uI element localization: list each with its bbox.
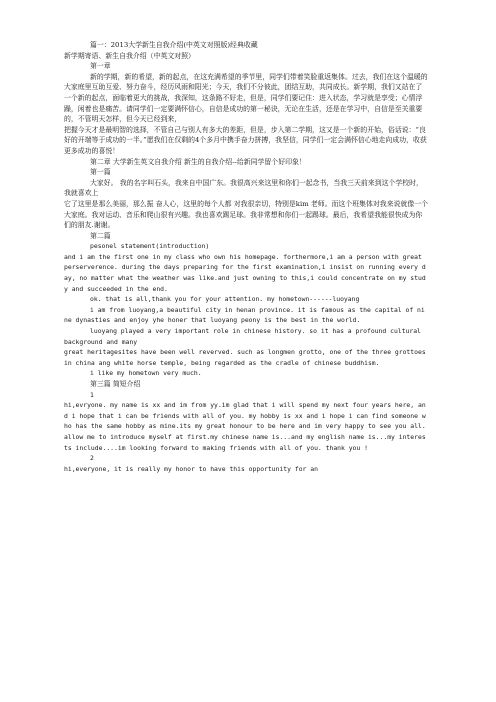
paragraph-1: 新的学期，新的希望，新的起点，在这充满希望的季节里，同学们带着笑脸重返集体。过去，我们在这个温暖的大家庭里互助互爱、努力奋斗，经历风雨和阳光；今天，我们不分彼此，团结互助，共同成长。新学期，我们又站在了一个新的起点，面临着更大的挑战，我深知，这条路不好走，但是，同学们要记住：进入状态，学习就是享受；心情浮躁，闲着也是痛苦。请同学们一定要满怀信心，自信是成功的第一秘诀，无论在生活，还是在学习中，自信是至关重要的，不管明天怎样，但今天已经到来， (64, 72, 428, 124)
english-title: pesonel statement(introduction) (90, 242, 210, 251)
chapter-1-heading: 第一章 (90, 62, 111, 71)
paragraph-2: 把握今天才是最明智的选择，不管自己与别人有多大的差距，但是，步入第二学期，这又是一个新的开始，俗话说：“良好的开端等于成功的一半。”愿我们在仅剩的4个多月中携手奋力拼搏，我坚信，同学们一定会满怀信心地走向成功，收获更多成功的喜悦！ (64, 125, 427, 155)
english-paragraph-2: ok. that is all,thank you for your attention. my hometown------luoyang (90, 295, 360, 304)
document-page (64, 40, 428, 474)
item-number-1: 1 (90, 390, 94, 399)
english-paragraph-4: luoyang played a very important role in chinese history. so it has a profound cultural background and many (64, 327, 421, 346)
english-paragraph-6: i like my hometown very much. (90, 369, 202, 378)
item-number-2: 2 (90, 454, 94, 463)
paragraph-4: 它了这里是那么美丽，那么振 奋人心，这里的每个人都 对我很亲切，特别是kim 老师。而这个班集体对我来说就像一个大家庭。我对运动、音乐和爬山很有兴趣。我也喜欢踢足球。我非常想和你们一起踢球。最后，我希望我能很快成为你们的朋友.谢谢。 (64, 199, 429, 230)
doc-title: 篇一：2013大学新生自我介绍(中英文对照版)经典收藏 (90, 41, 258, 49)
english-paragraph-3: i am from luoyang,a beautiful city in henan province. it is famous as the capital of nine dynasties and enjoy yhe honer that luoyang peony is the best in the world. (64, 305, 425, 325)
doc-subtitle: 新学期寄语、新生自我介绍（中英文对照） (64, 51, 195, 60)
english-paragraph-7: hi,evryone. my name is xx and im from yy.im glad that i will spend my next four years here, and i hope that i can be friends with all of you. my hobby is xx and i hope i can find someone who has the same hobby as mine.its my great honour to be here and im very happy to see you all.allow me to introduce myself at first.my chinese name is...and my english name is...my interests include....im looking forward to making friends with all of you. thank you ! (64, 401, 426, 452)
section-3-heading: 第三篇 简短介绍 (90, 380, 141, 388)
section-2-heading: 第二篇 (90, 231, 111, 240)
paragraph-3: 大家好。 我的名字叫石头，我来自中国广东。我很高兴来这里和你们一起念书，当我三天前来到这个学校时，我就喜欢上 (64, 178, 423, 198)
section-1-heading: 第一篇 (90, 168, 111, 177)
english-paragraph-1: and i am the first one in my class who own his homepage. forthermore,i am a person with great perserverence. during the days preparing for the first examination,i insist on running every day, no matter what the weather was like.and just owning to this,i could concentrate on my study and succeeded in the end. (64, 252, 426, 293)
english-paragraph-5: great heritagesites have been well reverved. such as longmen grotto, one of the three grottoes in china ang white horse temple, being regarded as the cradle of chinese buddhism. (64, 348, 426, 367)
english-paragraph-8: hi,everyone, it is really my honor to have this opportunity for an (64, 464, 318, 473)
chapter-2-heading: 第二章 大学新生英文自我介绍 新生的自我介绍--给新同学留个好印象！ (90, 157, 306, 166)
